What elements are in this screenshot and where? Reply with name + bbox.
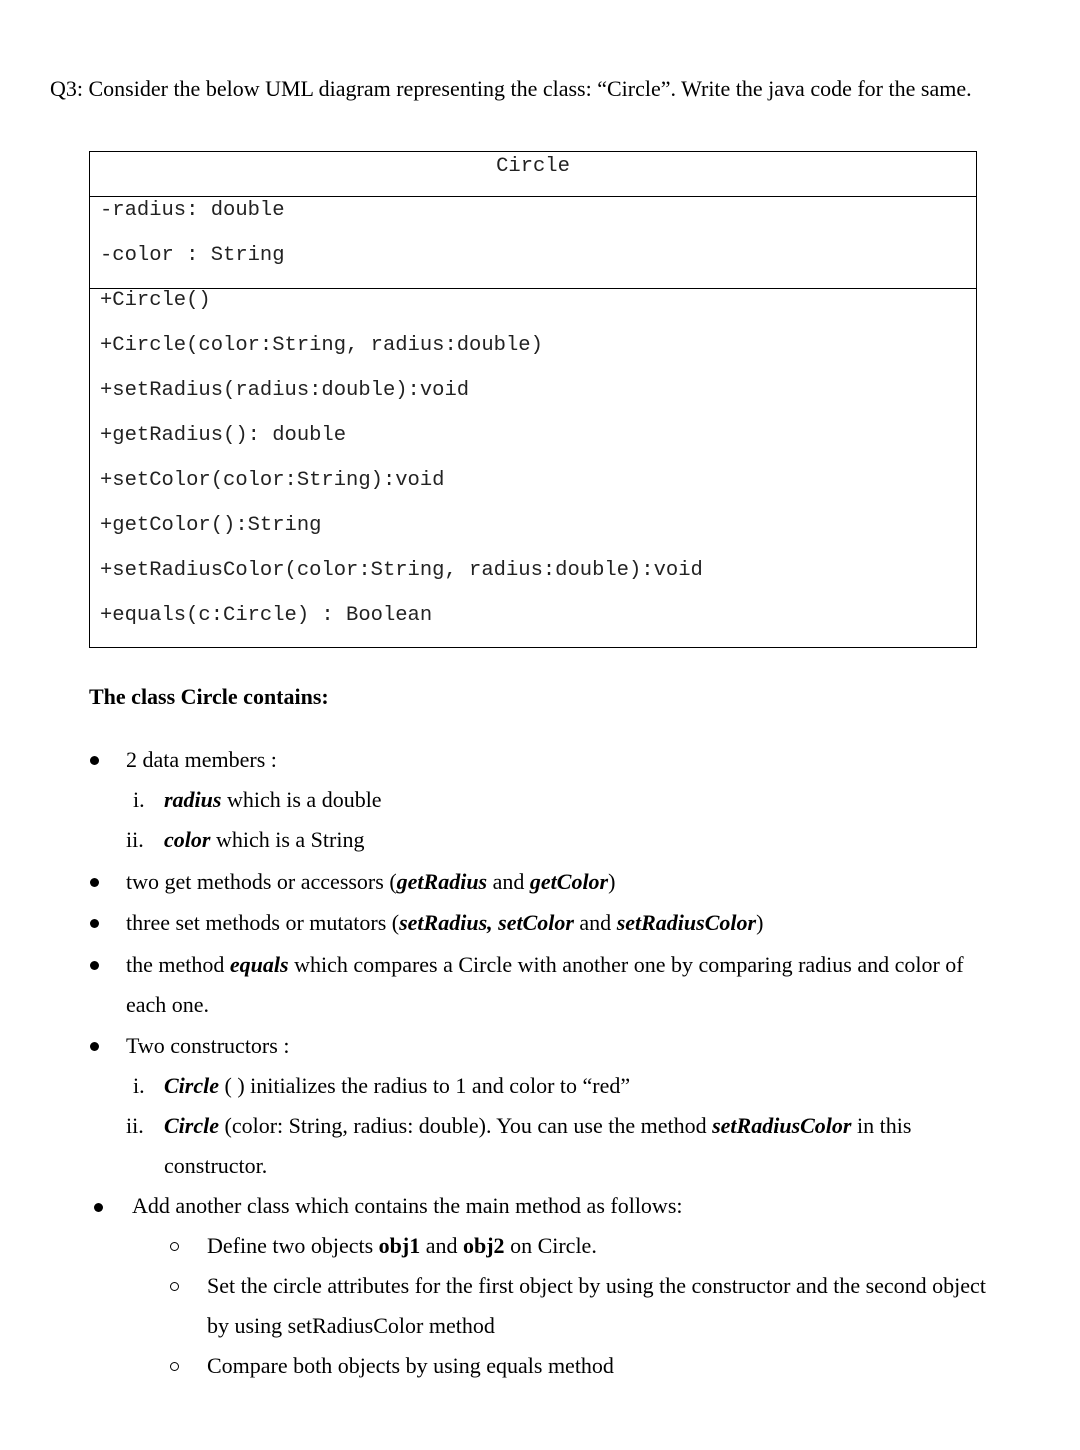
- main-class-item: Add another class which contains the main method as follows:: [132, 1193, 683, 1218]
- text: which is a double: [221, 787, 382, 812]
- bullet-icon: [90, 1042, 99, 1051]
- circle-bullet-icon: [170, 1282, 179, 1291]
- data-members-item: 2 data members :: [126, 747, 277, 772]
- list-number: ii.: [126, 827, 144, 852]
- text: two get methods or accessors (: [126, 869, 397, 894]
- uml-methods: [90, 289, 976, 649]
- uml-method: +getRadius(): double: [100, 424, 347, 447]
- text: and: [420, 1233, 463, 1258]
- term: setRadius, setColor: [399, 910, 574, 935]
- main-step-define: [207, 1231, 597, 1261]
- section-heading: The class Circle contains:: [89, 684, 329, 709]
- text: three set methods or mutators (: [126, 910, 400, 935]
- uml-method: +setColor(color:String):void: [100, 469, 445, 492]
- text: which compares a Circle with another one by comparing radius and color of: [288, 952, 964, 977]
- text: ( ) initializes the radius to 1 and color to “red”: [219, 1073, 631, 1098]
- list-number: i.: [133, 787, 145, 812]
- constructor-params: [164, 1111, 911, 1141]
- uml-method: +getColor():String: [100, 514, 322, 537]
- constructor-params-cont: constructor.: [164, 1153, 268, 1178]
- uml-method: +Circle(color:String, radius:double): [100, 334, 543, 357]
- text: and: [573, 910, 617, 935]
- text: in this: [851, 1113, 912, 1138]
- main-step-set-cont: by using setRadiusColor method: [207, 1313, 495, 1338]
- circle-bullet-icon: [170, 1362, 179, 1371]
- term: getColor: [529, 869, 609, 894]
- term: setRadiusColor: [712, 1113, 852, 1138]
- main-step-set: Set the circle attributes for the first object by using the constructor and the second object: [207, 1273, 986, 1298]
- term: setRadiusColor: [616, 910, 757, 935]
- bullet-icon: [90, 961, 99, 970]
- list-number: ii.: [126, 1113, 144, 1138]
- uml-method: +setRadiusColor(color:String, radius:double):void: [100, 559, 703, 582]
- bullet-icon: [94, 1203, 103, 1212]
- text: and: [487, 869, 530, 894]
- constructor-default: [164, 1071, 630, 1101]
- circle-bullet-icon: [170, 1242, 179, 1251]
- text: ): [608, 869, 616, 894]
- term: color: [164, 827, 211, 852]
- get-methods-item: [126, 867, 615, 897]
- text: Define two objects: [207, 1233, 379, 1258]
- equals-item-cont: each one.: [126, 992, 210, 1017]
- uml-class-name: Circle: [90, 152, 976, 197]
- uml-attribute: -color : String: [100, 244, 285, 267]
- list-number: i.: [133, 1073, 145, 1098]
- text: which is a String: [210, 827, 365, 852]
- main-step-compare: Compare both objects by using equals method: [207, 1353, 614, 1378]
- text: (color: String, radius: double). You can use the method: [219, 1113, 713, 1138]
- question-text: Q3: Consider the below UML diagram representing the class: “Circle”. Write the java code for the same.: [50, 76, 972, 101]
- uml-attributes: [90, 197, 976, 289]
- bullet-icon: [90, 756, 99, 765]
- uml-attribute: -radius: double: [100, 199, 285, 222]
- data-member-radius: [164, 785, 382, 815]
- term: getRadius: [396, 869, 488, 894]
- term: obj1: [378, 1233, 421, 1258]
- uml-method: +equals(c:Circle) : Boolean: [100, 604, 433, 627]
- uml-class-diagram: [89, 151, 977, 648]
- term: Circle: [164, 1113, 219, 1138]
- term: equals: [229, 952, 289, 977]
- term: Circle: [164, 1073, 219, 1098]
- term: radius: [164, 787, 222, 812]
- set-methods-item: [126, 908, 763, 938]
- text: on Circle.: [504, 1233, 597, 1258]
- term: obj2: [463, 1233, 505, 1258]
- text: ): [756, 910, 764, 935]
- uml-method: +setRadius(radius:double):void: [100, 379, 470, 402]
- bullet-icon: [90, 878, 99, 887]
- equals-item: [126, 950, 964, 980]
- text: the method: [126, 952, 230, 977]
- data-member-color: [164, 825, 364, 855]
- constructors-item: Two constructors :: [126, 1033, 290, 1058]
- uml-method: +Circle(): [100, 289, 211, 312]
- bullet-icon: [90, 919, 99, 928]
